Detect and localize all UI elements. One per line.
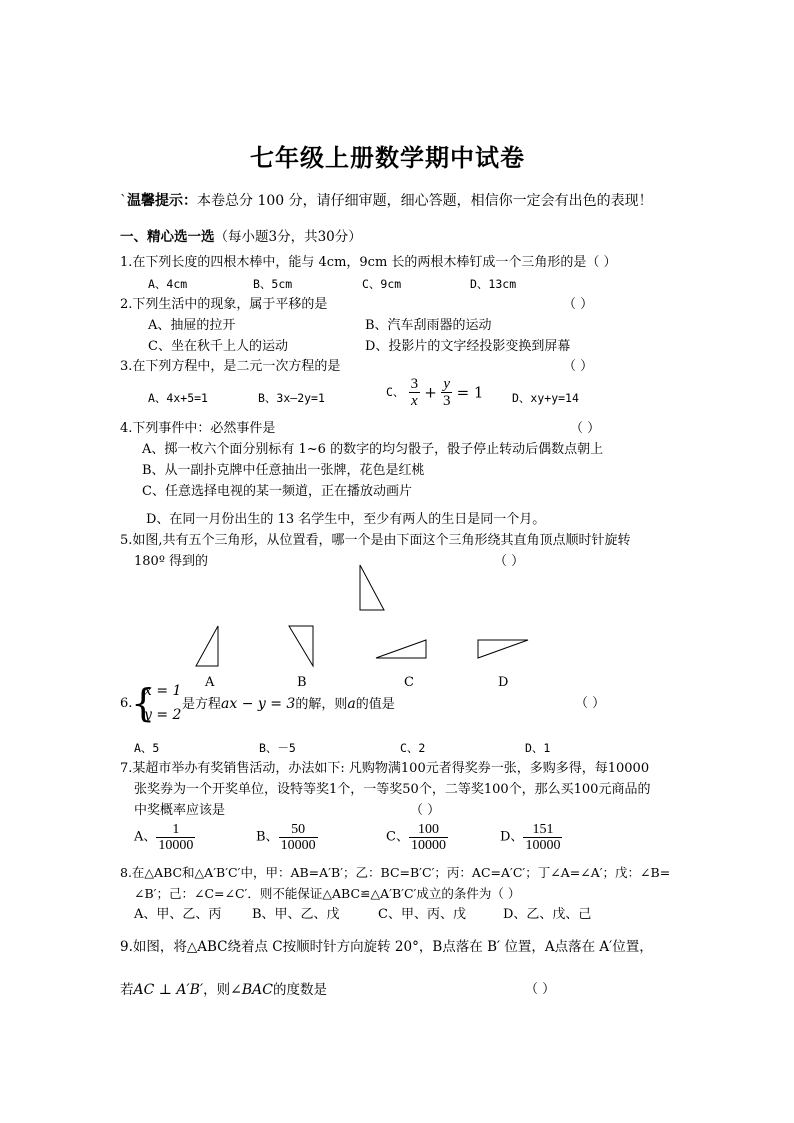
question-7-line3: 中奖概率应该是 xyxy=(134,803,226,818)
q6-eq1: x = 1 xyxy=(144,683,182,699)
system-brace: { xyxy=(131,681,156,725)
triangle-d-label: D xyxy=(498,675,509,690)
q6-end-a: 的解，则 xyxy=(295,697,348,712)
q7-option-d-label: D、 xyxy=(500,829,524,845)
q7-option-b-label: B、 xyxy=(256,829,279,845)
q7-option-c-fraction xyxy=(409,822,448,853)
q6-end-b: 的值是 xyxy=(355,697,395,712)
q4-option-b: B、从一副扑克牌中任意抽出一张牌，花色是红桃 xyxy=(142,463,425,478)
q2-option-d: D、投影片的文字经投影变换到屏幕 xyxy=(365,339,571,354)
q2-option-c: C、坐在秋千上人的运动 xyxy=(148,339,288,354)
q6-option-c: C、2 xyxy=(400,741,426,755)
triangle-d xyxy=(470,632,535,664)
q3-fraction-1 xyxy=(409,376,421,409)
question-4-stem: 4.下列事件中：必然事件是 xyxy=(120,421,276,436)
q2-option-a: A、抽屉的拉开 xyxy=(148,318,236,333)
triangle-b-label: B xyxy=(297,675,307,690)
q3-option-b: B、3x—2y=1 xyxy=(258,391,325,405)
q3-frac1-den: x xyxy=(409,392,421,409)
question-4-paren: （ ） xyxy=(570,421,601,436)
q9-angle: ∠BAC xyxy=(230,982,273,998)
question-5-line2: 180º 得到的 xyxy=(134,554,209,569)
q7-a-num: 1 xyxy=(172,822,180,837)
q7-option-d-fraction xyxy=(523,822,562,853)
question-6-prefix: 6. xyxy=(120,696,133,711)
q1-option-c: C、9cm xyxy=(362,277,402,291)
q9-line2-a: 若 xyxy=(120,982,134,998)
q7-c-num: 100 xyxy=(417,822,439,837)
question-3-paren: （ ） xyxy=(563,359,594,374)
triangle-b xyxy=(283,620,323,672)
q4-option-a: A、掷一枚六个面分别标有 1~6 的数字的均匀骰子，骰子停止转动后偶数点朝上 xyxy=(142,442,604,457)
question-5-paren: （ ） xyxy=(494,554,525,569)
section-heading xyxy=(120,230,362,245)
question-9-line2 xyxy=(120,983,327,998)
q1-option-a: A、4cm xyxy=(148,277,188,291)
q6-eq2: y = 2 xyxy=(144,707,182,723)
q3-plus: + xyxy=(424,383,437,402)
hint-label: 温馨提示： xyxy=(127,193,197,209)
q7-c-den: 10000 xyxy=(410,838,446,853)
q7-b-num: 50 xyxy=(291,822,306,837)
question-6-text xyxy=(182,697,395,712)
q7-b-den: 10000 xyxy=(280,838,316,853)
question-7-line1: 7.某超市举办有奖销售活动，办法如下: 凡购物满100元者得奖券一张，多购多得，每10000 xyxy=(120,761,650,776)
question-8-line1: 8.在△ABC和△A′B′C′中，甲：AB=A′B′；乙：BC=B′C′；丙：AC=A′C′；丁∠A=∠A′；戊：∠B= xyxy=(120,865,671,880)
q6-option-b: B、－5 xyxy=(259,741,296,755)
hint-prefix: ` xyxy=(120,193,127,209)
q3-frac1-num: 3 xyxy=(410,376,419,392)
q8-option-c: C、甲、丙、戊 xyxy=(378,907,466,922)
q7-option-b-fraction xyxy=(279,822,318,853)
question-2-paren: （ ） xyxy=(563,297,594,312)
q3-frac2-den: 3 xyxy=(442,393,451,409)
question-8-line2: ∠B′；己：∠C=∠C′．则不能保证△ABC≌△A′B′C′成立的条件为（ ） xyxy=(134,886,521,901)
q7-option-c xyxy=(386,822,448,853)
reference-triangle xyxy=(350,560,390,615)
q7-option-d xyxy=(500,822,562,853)
q7-option-a-label: A、 xyxy=(134,829,157,845)
q7-option-a-fraction xyxy=(156,822,195,853)
q6-equation: ax − y = 3 xyxy=(221,696,296,712)
q6-option-d: D、1 xyxy=(525,741,551,755)
q7-a-den: 10000 xyxy=(158,838,194,853)
q3-equals: = 1 xyxy=(456,383,484,402)
q6-var: a xyxy=(347,696,356,712)
q6-mid: 是方程 xyxy=(182,697,222,712)
question-5-line1: 5.如图,共有五个三角形，从位置看，哪一个是由下面这个三角形绕其直角顶点顺时针旋转 xyxy=(120,533,631,548)
q7-d-den: 10000 xyxy=(525,838,561,853)
hint-text: 本卷总分 100 分，请仔细审题，细心答题，相信你一定会有出色的表现！ xyxy=(197,193,653,209)
q4-option-c: C、任意选择电视的某一频道，正在播放动画片 xyxy=(142,484,412,499)
question-2-stem: 2.下列生活中的现象，属于平移的是 xyxy=(120,297,328,312)
q3-fraction-2 xyxy=(441,376,453,409)
q3-option-c-label: C、 xyxy=(386,385,405,400)
triangle-a xyxy=(190,620,230,672)
exam-hint xyxy=(120,194,653,209)
section-title: 一、精心选一选 xyxy=(120,229,215,245)
q7-option-c-label: C、 xyxy=(386,829,409,845)
q8-option-b: B、甲、乙、戊 xyxy=(252,907,340,922)
section-note: （每小题3分，共30分） xyxy=(214,229,362,245)
page-title: 七年级上册数学期中试卷 xyxy=(250,143,525,172)
q3-option-c xyxy=(386,376,483,409)
question-3-stem: 3.在下列方程中，是二元一次方程的是 xyxy=(120,359,341,374)
q8-option-d: D、乙、戊、己 xyxy=(503,907,592,922)
q1-option-d: D、13cm xyxy=(470,277,517,291)
q3-option-d: D、xy+y=14 xyxy=(512,391,579,405)
question-7-paren: （ ） xyxy=(410,803,441,818)
q8-option-a: A、甲、乙、丙 xyxy=(134,907,222,922)
q9-math: AC ⊥ A′B′ xyxy=(133,982,204,998)
triangle-a-label: A xyxy=(205,675,215,690)
triangle-c-label: C xyxy=(404,675,414,690)
q2-option-b: B、汽车刮雨器的运动 xyxy=(365,318,492,333)
q9-line2-c: 的度数是 xyxy=(273,982,327,998)
q1-option-b: B、5cm xyxy=(253,277,293,291)
q3-option-a: A、4x+5=1 xyxy=(148,391,208,405)
question-6-paren: （ ） xyxy=(575,696,606,711)
q7-option-b xyxy=(256,822,318,853)
q3-frac2-num: y xyxy=(443,376,451,392)
q6-option-a: A、5 xyxy=(134,741,160,755)
q7-d-num: 151 xyxy=(532,822,554,837)
question-9-line1: 9.如图，将△ABC绕着点 C按顺时针方向旋转 20°，B点落在 B′ 位置，A点落在 A′位置， xyxy=(120,939,653,955)
triangle-c xyxy=(370,630,435,665)
q9-line2-b: ，则 xyxy=(203,982,231,998)
question-7-line2: 张奖券为一个开奖单位，设特等奖1个，一等奖50个，二等奖100个，那么买100元商品的 xyxy=(134,782,651,797)
question-9-paren: （ ） xyxy=(525,982,556,997)
q4-option-d: D、在同一月份出生的 13 名学生中，至少有两人的生日是同一个月。 xyxy=(146,512,546,527)
q7-option-a xyxy=(134,822,195,853)
question-1-stem: 1.在下列长度的四根木棒中，能与 4cm，9cm 长的两根木棒钉成一个三角形的是（ ） xyxy=(120,255,617,270)
